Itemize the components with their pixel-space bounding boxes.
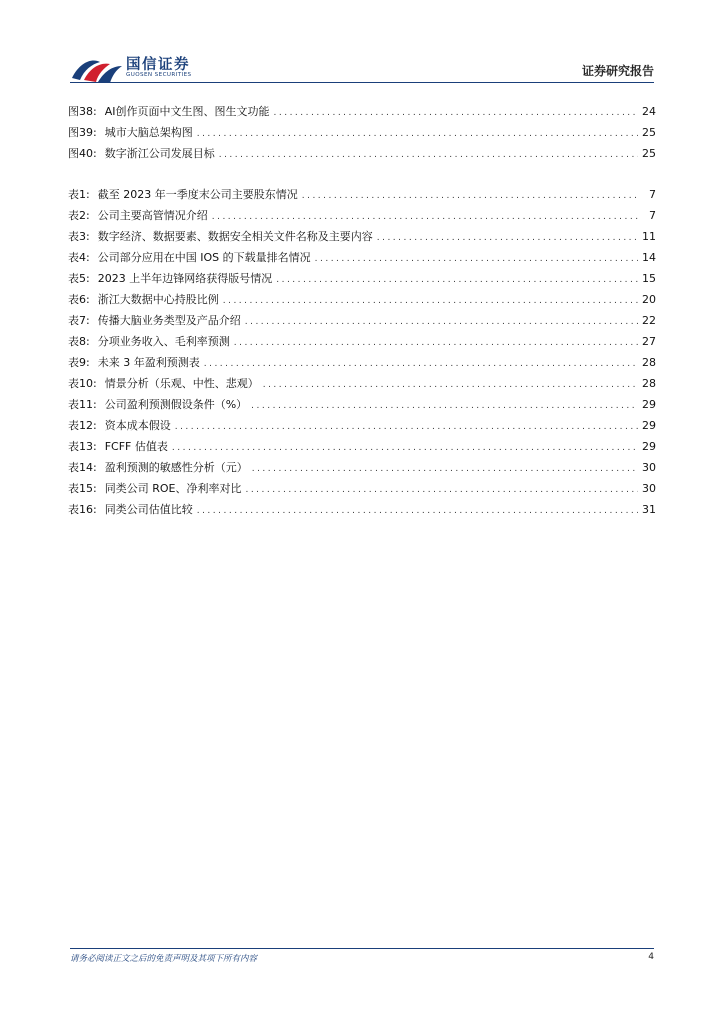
table-entry[interactable]: [68, 373, 656, 394]
entry-label: 表11:: [68, 398, 97, 411]
page-number: 4: [648, 952, 654, 962]
table-entry[interactable]: [68, 436, 656, 457]
dot-leader: [273, 103, 638, 124]
entry-label: 表8:: [68, 335, 90, 348]
entry-label: 表9:: [68, 356, 90, 369]
table-entry[interactable]: [68, 310, 656, 331]
dot-leader: [245, 312, 638, 333]
entry-title: 同类公司估值比较: [104, 503, 193, 516]
entry-title: 公司部分应用在中国 IOS 的下载量排名情况: [97, 251, 311, 264]
figure-list: [68, 101, 656, 164]
entry-label: 表4:: [68, 251, 90, 264]
entry-title: 同类公司 ROE、净利率对比: [104, 482, 242, 495]
dot-leader: [252, 459, 638, 480]
entry-title: 盈利预测的敏感性分析（元）: [104, 461, 248, 474]
table-entry[interactable]: [68, 205, 656, 226]
figure-entry[interactable]: [68, 143, 656, 164]
dot-leader: [315, 249, 638, 270]
entry-page: 30: [642, 461, 656, 474]
table-entry[interactable]: [68, 331, 656, 352]
guosen-logo-icon: [70, 52, 124, 84]
entry-label: 图38:: [68, 105, 97, 118]
logo-chinese-text: 国信证券: [126, 57, 190, 73]
dot-leader: [263, 375, 638, 396]
entry-page: 31: [642, 503, 656, 516]
entry-title: 资本成本假设: [104, 419, 171, 432]
entry-page: 28: [642, 356, 656, 369]
entry-title: 浙江大数据中心持股比例: [97, 293, 219, 306]
dot-leader: [197, 501, 638, 522]
entry-title: 城市大脑总架构图: [104, 126, 193, 139]
dot-leader: [212, 207, 638, 228]
table-entry[interactable]: [68, 478, 656, 499]
entry-title: AI创作页面中文生图、图生文功能: [104, 105, 270, 118]
entry-label: 表10:: [68, 377, 97, 390]
entry-title: 公司主要高管情况介绍: [97, 209, 208, 222]
entry-label: 表5:: [68, 272, 90, 285]
dot-leader: [175, 417, 638, 438]
entry-label: 图40:: [68, 147, 97, 160]
dot-leader: [245, 480, 638, 501]
entry-page: 30: [642, 482, 656, 495]
footer-disclaimer: 请务必阅读正文之后的免责声明及其项下所有内容: [70, 954, 258, 964]
dot-leader: [251, 396, 638, 417]
entry-title: 传播大脑业务类型及产品介绍: [97, 314, 241, 327]
dot-leader: [204, 354, 638, 375]
table-entry[interactable]: [68, 394, 656, 415]
entry-label: 表7:: [68, 314, 90, 327]
entry-title: 2023 上半年边锋网络获得版号情况: [97, 272, 273, 285]
entry-label: 表16:: [68, 503, 97, 516]
entry-page: 14: [642, 251, 656, 264]
entry-page: 20: [642, 293, 656, 306]
entry-page: 11: [642, 230, 656, 243]
entry-title: 数字浙江公司发展目标: [104, 147, 215, 160]
entry-title: 情景分析（乐观、中性、悲观）: [104, 377, 259, 390]
entry-label: 表12:: [68, 419, 97, 432]
company-logo: [70, 52, 240, 84]
entry-label: 表2:: [68, 209, 90, 222]
entry-page: 25: [642, 147, 656, 160]
entry-label: 图39:: [68, 126, 97, 139]
table-entry[interactable]: [68, 352, 656, 373]
report-type-label: 证券研究报告: [581, 64, 654, 78]
entry-page: 7: [649, 188, 656, 201]
table-entry[interactable]: [68, 184, 656, 205]
figure-entry[interactable]: [68, 122, 656, 143]
table-of-contents: [68, 101, 656, 520]
table-entry[interactable]: [68, 226, 656, 247]
entry-page: 25: [642, 126, 656, 139]
entry-title: 截至 2023 年一季度末公司主要股东情况: [97, 188, 298, 201]
entry-title: 分项业务收入、毛利率预测: [97, 335, 230, 348]
entry-label: 表6:: [68, 293, 90, 306]
table-entry[interactable]: [68, 289, 656, 310]
entry-page: 29: [642, 398, 656, 411]
dot-leader: [172, 438, 638, 459]
table-entry[interactable]: [68, 247, 656, 268]
dot-leader: [223, 291, 638, 312]
dot-leader: [234, 333, 638, 354]
entry-title: FCFF 估值表: [104, 440, 168, 453]
footer-divider: [70, 948, 654, 949]
figure-entry[interactable]: [68, 101, 656, 122]
entry-label: 表13:: [68, 440, 97, 453]
entry-label: 表1:: [68, 188, 90, 201]
table-entry[interactable]: [68, 457, 656, 478]
page-header: [0, 0, 724, 90]
table-list: [68, 184, 656, 520]
entry-page: 7: [649, 209, 656, 222]
dot-leader: [276, 270, 638, 291]
entry-label: 表15:: [68, 482, 97, 495]
entry-title: 公司盈利预测假设条件（%）: [104, 398, 248, 411]
entry-page: 15: [642, 272, 656, 285]
table-entry[interactable]: [68, 415, 656, 436]
entry-page: 29: [642, 419, 656, 432]
dot-leader: [302, 186, 638, 207]
entry-title: 未来 3 年盈利预测表: [97, 356, 200, 369]
entry-page: 28: [642, 377, 656, 390]
entry-title: 数字经济、数据要素、数据安全相关文件名称及主要内容: [97, 230, 373, 243]
entry-page: 24: [642, 105, 656, 118]
table-entry[interactable]: [68, 268, 656, 289]
entry-label: 表14:: [68, 461, 97, 474]
table-entry[interactable]: [68, 499, 656, 520]
entry-page: 27: [642, 335, 656, 348]
entry-label: 表3:: [68, 230, 90, 243]
entry-page: 22: [642, 314, 656, 327]
dot-leader: [377, 228, 638, 249]
entry-page: 29: [642, 440, 656, 453]
dot-leader: [197, 124, 638, 145]
header-divider: [70, 82, 654, 83]
logo-english-text: GUOSEN SECURITIES: [126, 72, 192, 78]
dot-leader: [219, 145, 638, 166]
